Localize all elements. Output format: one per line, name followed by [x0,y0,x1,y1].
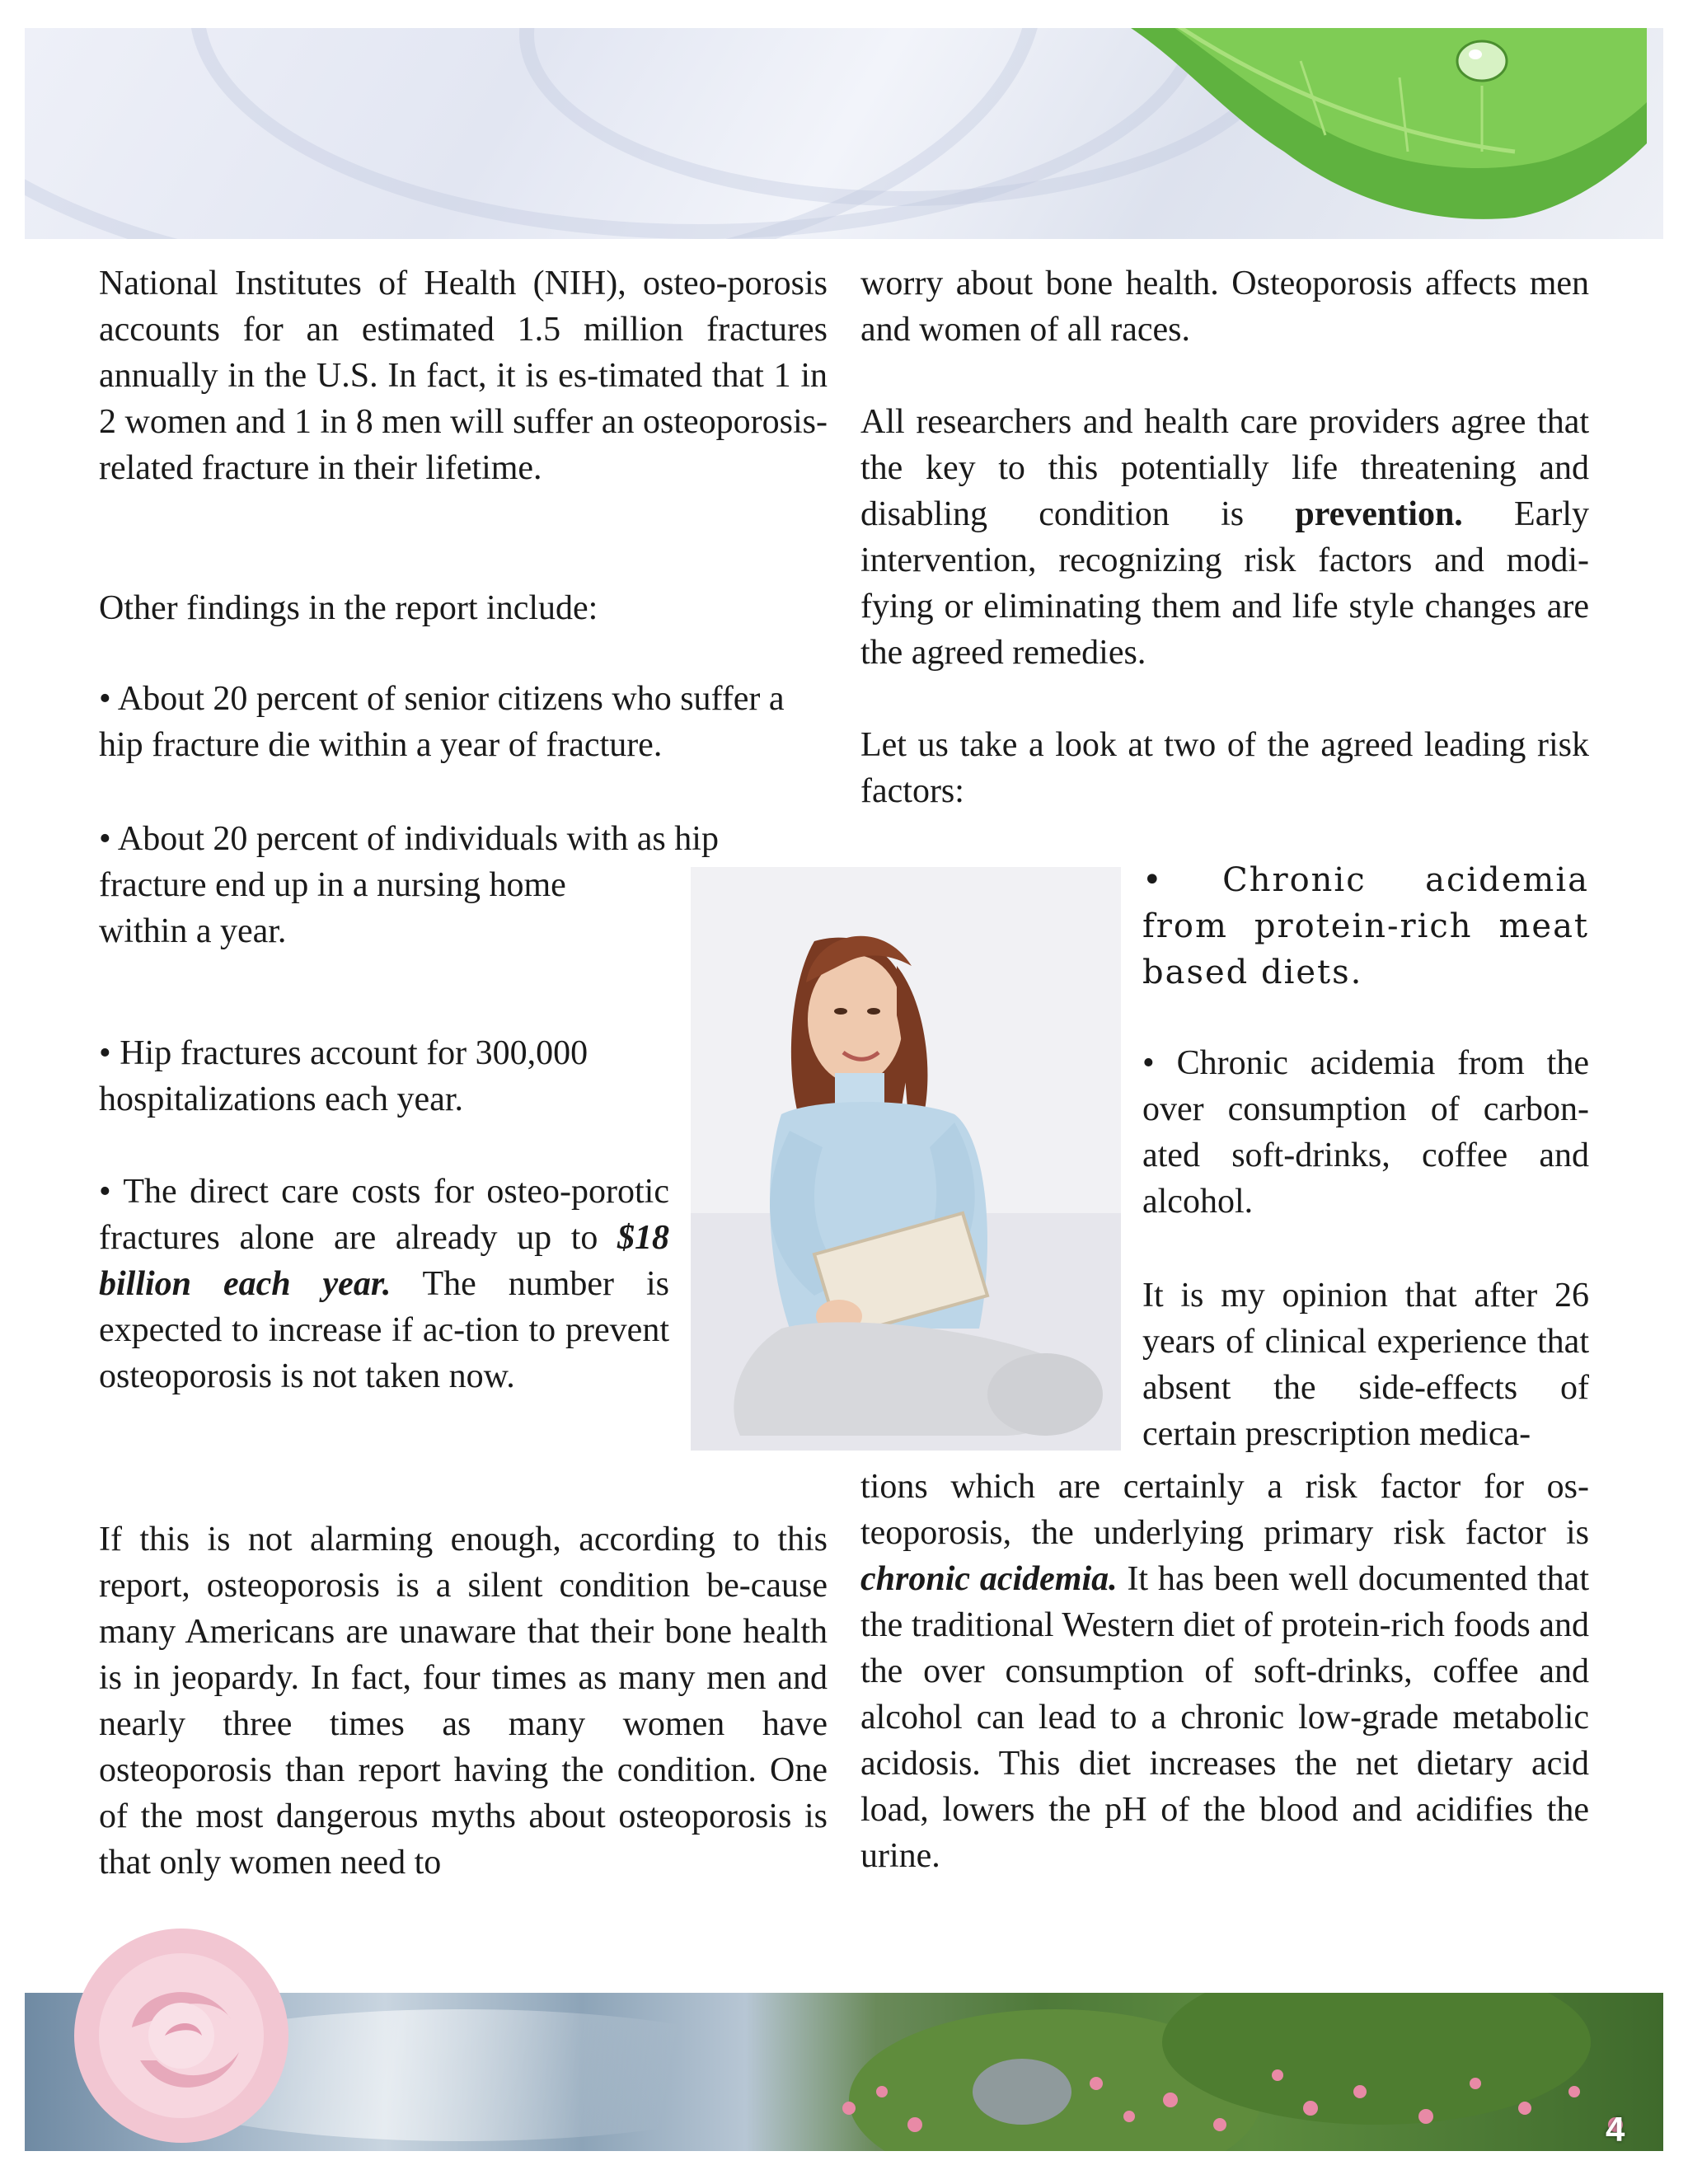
col1-bullet-2-line-2: fracture end up in a nursing home [99,866,566,904]
col2-paragraph-1: worry about bone health. Osteoporosis affects men and women of all races. [860,265,1589,349]
woman-reading-photo [691,867,1121,1451]
woman-illustration [691,867,1121,1451]
col2-paragraph-5-emphasis: chronic acidemia. [860,1560,1118,1598]
col2-paragraph-2 [860,399,1589,676]
page-number: 4 [1606,2110,1625,2149]
col1-paragraph-3: If this is not alarming enough, according to this report, osteoporosis is a silent condition be-cause many Americans are unaware that their bone health is in jeopardy. In fact, four times as many men and nearly three times as many women have osteoporosis than report having the condition. One of the most dangerous myths about osteoporosis is that only women need to [99,1521,828,1882]
col2-bullet-1: • Chronic acidemia from protein-rich meat based diets. [1142,861,1589,991]
rose-icon [58,1912,305,2159]
col1-bullet-3: • Hip fractures account for 300,000 hospitalizations each year. [99,1034,588,1118]
col2-paragraph-5-pre: tions which are certainly a risk factor for os-teoporosis, the underlying primary risk factor is [860,1468,1589,1552]
header-banner [25,28,1663,239]
col1-bullet-2-line-3: within a year. [99,912,287,950]
col2-paragraph-2-pre: All researchers and health care providers agree that the key to this potentially life threatening and disabling condition is [860,403,1589,533]
col2-paragraph-5 [860,1464,1589,1879]
col1-bullet-2-line-1: • About 20 percent of individuals with as hip [99,820,719,858]
col2-paragraph-4: It is my opinion that after 26 years of clinical experience that absent the side-effects of certain prescription medica- [1142,1277,1589,1453]
col2-paragraph-5-post: It has been well documented that the traditional Western diet of protein-rich foods and the over consumption of soft-drinks, coffee and alcohol can lead to a chronic low-grade metabolic acidosis. This diet increases the net dietary acid load, lowers the pH of the blood and acidifies the urine. [860,1560,1589,1875]
col1-bullet-4-emphasis: $18 billion each year. [99,1219,669,1303]
col2-bullet-2: • Chronic acidemia from the over consumption of carbon-ated soft-drinks, coffee and alcohol. [1142,1044,1589,1221]
col2-paragraph-3: Let us take a look at two of the agreed leading risk factors: [860,726,1589,810]
col1-bullet-1: • About 20 percent of senior citizens who suffer a hip fracture die within a year of fracture. [99,680,785,764]
col2-paragraph-2-post: Early intervention, recognizing risk factors and modi-fying or eliminating them and life style changes are the agreed remedies. [860,495,1590,672]
col1-bullet-4 [99,1169,669,1399]
col1-bullet-4-pre: • The direct care costs for osteo-porotic fractures alone are already up to [99,1173,669,1257]
col2-paragraph-2-bold: prevention. [1295,495,1463,533]
col1-paragraph-2: Other findings in the report include: [99,589,598,627]
col1-bullet-4-post: The number is expected to increase if ac-tion to prevent osteoporosis is not taken now. [99,1265,669,1395]
leaf-icon [1053,28,1647,239]
col1-paragraph-1: National Institutes of Health (NIH), osteo-porosis accounts for an estimated 1.5 million fractures annually in the U.S. In fact, it is es-timated that 1 in 2 women and 1 in 8 men will suffer an osteoporosis-related fracture in their lifetime. [99,265,828,487]
